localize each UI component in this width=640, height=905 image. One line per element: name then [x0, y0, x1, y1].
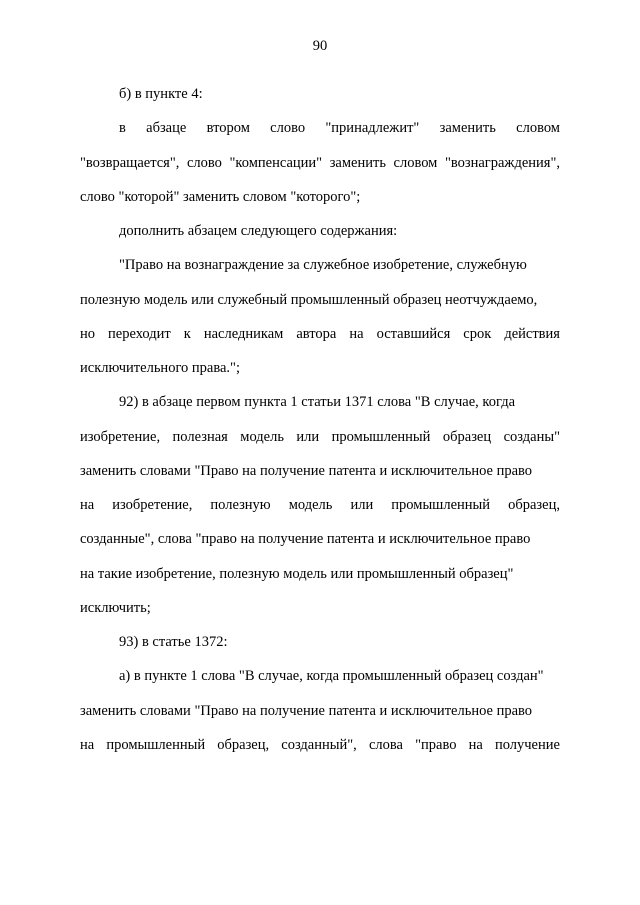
- word: к: [183, 325, 191, 342]
- line-text: дополнить абзацем следующего содержания:: [119, 223, 398, 239]
- page-number: 90: [312, 38, 328, 54]
- text-line: [80, 184, 560, 218]
- word: заменить: [329, 154, 386, 171]
- word: промышленный: [331, 428, 431, 445]
- word: словом: [393, 154, 438, 171]
- word: втором: [206, 120, 250, 137]
- text-line: [80, 629, 560, 663]
- text-line: [80, 81, 560, 115]
- text-line: [80, 526, 560, 560]
- word: на: [80, 736, 95, 753]
- word: "компенсации": [229, 154, 323, 171]
- word: промышленный: [391, 497, 491, 513]
- paragraph: [80, 663, 560, 766]
- word: слова: [368, 736, 403, 753]
- text-line: [80, 115, 560, 149]
- word: созданный",: [281, 736, 357, 753]
- word: переходит: [108, 325, 171, 342]
- text-line: [80, 321, 560, 355]
- text-line: [80, 732, 560, 766]
- word: заменить: [439, 120, 496, 137]
- line-text: а) в пункте 1 слова "В случае, когда промышленный образец создан": [119, 668, 544, 685]
- word: наследникам: [203, 325, 284, 342]
- word: полезная: [172, 428, 228, 445]
- line-text: на такие изобретение, полезную модель или промышленный образец": [80, 565, 514, 582]
- word: оставшийся: [376, 325, 451, 342]
- word: "принадлежит": [325, 120, 420, 137]
- line-text: созданные", слова "право на получение патента и исключительное право: [80, 531, 531, 548]
- text-line: [80, 150, 560, 184]
- line-text: слово "которой" заменить словом "которого";: [80, 188, 361, 205]
- word: на: [468, 736, 483, 753]
- document-body: [80, 81, 560, 766]
- word: но: [80, 325, 96, 342]
- line-text: б) в пункте 4:: [119, 86, 203, 102]
- text-line: [80, 252, 560, 286]
- paragraph: [80, 252, 560, 389]
- word: образец,: [217, 736, 270, 753]
- word: словом: [516, 120, 560, 137]
- word: слово: [186, 154, 222, 171]
- text-line: [80, 663, 560, 697]
- word: в: [119, 120, 126, 137]
- paragraph: [80, 81, 560, 115]
- word: или: [296, 428, 320, 445]
- word: образец,: [508, 497, 560, 513]
- text-line: [80, 492, 560, 526]
- line-text: заменить словами "Право на получение патента и исключительное право: [80, 462, 533, 479]
- text-line: [80, 389, 560, 423]
- word: автора: [296, 325, 337, 342]
- paragraph: [80, 218, 560, 252]
- text-line: [80, 355, 560, 389]
- text-line: [80, 595, 560, 629]
- text-line: [80, 561, 560, 595]
- text-line: [80, 698, 560, 732]
- line-text: исключить;: [80, 599, 151, 616]
- line-text: полезную модель или служебный промышленный образец неотчуждаемо,: [80, 291, 538, 308]
- line-text: "Право на вознаграждение за служебное изобретение, служебную: [119, 257, 527, 274]
- word: срок: [463, 325, 492, 342]
- word: промышленный: [106, 736, 206, 753]
- word: образец: [442, 428, 492, 445]
- word: получение: [494, 736, 560, 753]
- text-line: [80, 424, 560, 458]
- word: изобретение,: [112, 497, 193, 513]
- word: "право: [415, 736, 457, 753]
- word: на: [349, 325, 364, 342]
- word: изобретение,: [80, 428, 161, 445]
- text-line: [80, 218, 560, 252]
- paragraph: [80, 629, 560, 663]
- paragraph: [80, 115, 560, 218]
- word: созданы": [503, 428, 560, 445]
- word: модель: [240, 428, 284, 445]
- word: полезную: [210, 497, 271, 513]
- line-text: исключительного права.";: [80, 360, 241, 376]
- paragraph: [80, 389, 560, 629]
- line-text: заменить словами "Право на получение патента и исключительное право: [80, 702, 533, 719]
- line-text: 93) в статье 1372:: [119, 634, 228, 650]
- word: "возвращается",: [80, 154, 180, 171]
- word: "вознаграждения",: [444, 154, 560, 171]
- text-line: [80, 458, 560, 492]
- word: на: [80, 497, 95, 513]
- text-line: [80, 287, 560, 321]
- word: модель: [288, 497, 333, 513]
- word: слово: [270, 120, 306, 137]
- word: действия: [504, 325, 560, 342]
- line-text: 92) в абзаце первом пункта 1 статьи 1371 слова "В случае, когда: [119, 394, 516, 411]
- word: абзаце: [146, 120, 187, 137]
- word: или: [350, 497, 374, 513]
